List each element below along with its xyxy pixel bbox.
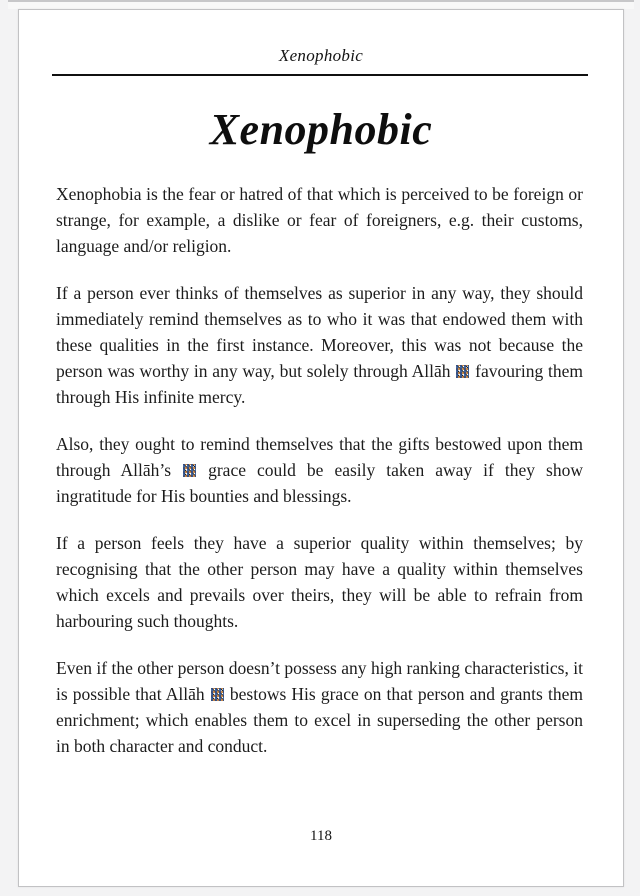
paragraph: Xenophobia is the fear or hatred of that which is perceived to be foreign or strange, for example, a dislike or fear of foreigners, e.g. their customs, language and/or religion. bbox=[56, 184, 583, 256]
allah-honorific-icon bbox=[211, 688, 224, 701]
header-rule bbox=[52, 74, 588, 76]
previous-page-bottom-edge bbox=[8, 0, 634, 9]
paragraph: Also, they ought to remind themselves that the gifts bestowed upon them through Allāh’s grace could be easily taken away if they show ingratitude for His bounties and blessings. bbox=[56, 434, 583, 506]
body-paragraphs bbox=[19, 181, 623, 759]
allah-honorific-icon bbox=[456, 365, 469, 378]
running-header: Xenophobic bbox=[278, 46, 364, 65]
page-number: 118 bbox=[310, 828, 332, 844]
paragraph: Even if the other person doesn’t possess any high ranking characteristics, it is possible that Allāh bestows His grace on that person and grants them enrichment; which enables them to excel in superseding the other person in both character and conduct. bbox=[56, 658, 583, 756]
allah-honorific-icon bbox=[183, 464, 196, 477]
paragraph: If a person ever thinks of themselves as superior in any way, they should immediately remind themselves as to who it was that endowed them with these qualities in the first instance. Moreover, this was not because the person was worthy in any way, but solely through Allāh favouring them through His infinite mercy. bbox=[56, 283, 583, 407]
paragraph: If a person feels they have a superior quality within themselves; by recognising that the other person may have a quality within themselves which excels and prevails over theirs, they will be able to refrain from harbouring such thoughts. bbox=[56, 533, 583, 631]
book-page bbox=[18, 9, 624, 887]
chapter-title: Xenophobic bbox=[209, 105, 433, 154]
